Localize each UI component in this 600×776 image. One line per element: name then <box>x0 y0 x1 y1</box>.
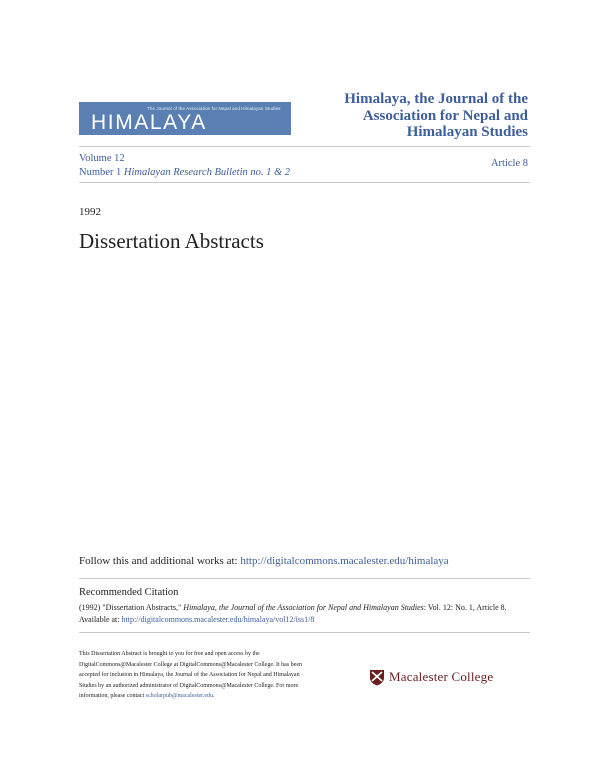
recommended-citation-label: Recommended Citation <box>79 587 179 598</box>
notice-text: This Dissertation Abstract is brought to you for free and open access by the DigitalCommons@Macalester College at DigitalCommons@Macalester College. It has been accepted for inclusion in Himalaya, the Journal of the Association for Nepal and Himalayan Studies by an authorized administrator of DigitalCommons@Macalester College. For more information, please contact <box>79 651 302 699</box>
college-name: Macalester College <box>389 669 494 684</box>
follow-text: Follow this and additional works at: <box>79 555 238 567</box>
notice-end: . <box>213 693 215 699</box>
logo-wordmark: HIMALAYA <box>91 111 207 134</box>
article-number[interactable]: Article 8 <box>490 158 528 169</box>
logo-tagline: The Journal of the Association for Nepal and Himalayan Studies <box>147 106 281 111</box>
publication-year: 1992 <box>79 206 101 218</box>
available-link[interactable]: http://digitalcommons.macalester.edu/himalaya/vol12/iss1/8 <box>121 615 315 624</box>
citation-divider-bottom <box>79 632 530 633</box>
available-label: Available at: <box>79 615 120 624</box>
header-divider-top <box>79 146 530 147</box>
citation-journal: Himalaya, the Journal of the Association for Nepal and Himalayan Studies <box>183 603 424 612</box>
access-notice <box>79 649 309 702</box>
citation-divider-top <box>79 578 530 579</box>
follow-line <box>79 555 449 567</box>
contact-email-link[interactable]: scholarpub@macalester.edu <box>145 693 213 699</box>
macalester-crest-icon <box>369 669 385 686</box>
citation-part1: (1992) "Dissertation Abstracts," <box>79 603 182 612</box>
citation-text <box>79 602 534 626</box>
number-prefix: Number 1 <box>79 167 122 178</box>
number-italic: Himalayan Research Bulletin no. 1 & 2 <box>123 167 291 178</box>
himalaya-logo-banner <box>79 102 291 135</box>
volume-label[interactable]: Volume 12 <box>79 153 125 164</box>
header-divider-bottom <box>79 182 530 183</box>
follow-link[interactable]: http://digitalcommons.macalester.edu/himalaya <box>240 555 449 567</box>
journal-title[interactable]: Himalaya, the Journal of the Association for Nepal and Himalayan Studies <box>344 91 528 140</box>
macalester-college-logo[interactable] <box>369 668 493 686</box>
number-label[interactable] <box>79 166 290 180</box>
document-title: Dissertation Abstracts <box>79 229 264 253</box>
issue-info <box>79 152 290 180</box>
citation-part2: : Vol. 12: No. 1, Article 8. <box>423 603 507 612</box>
